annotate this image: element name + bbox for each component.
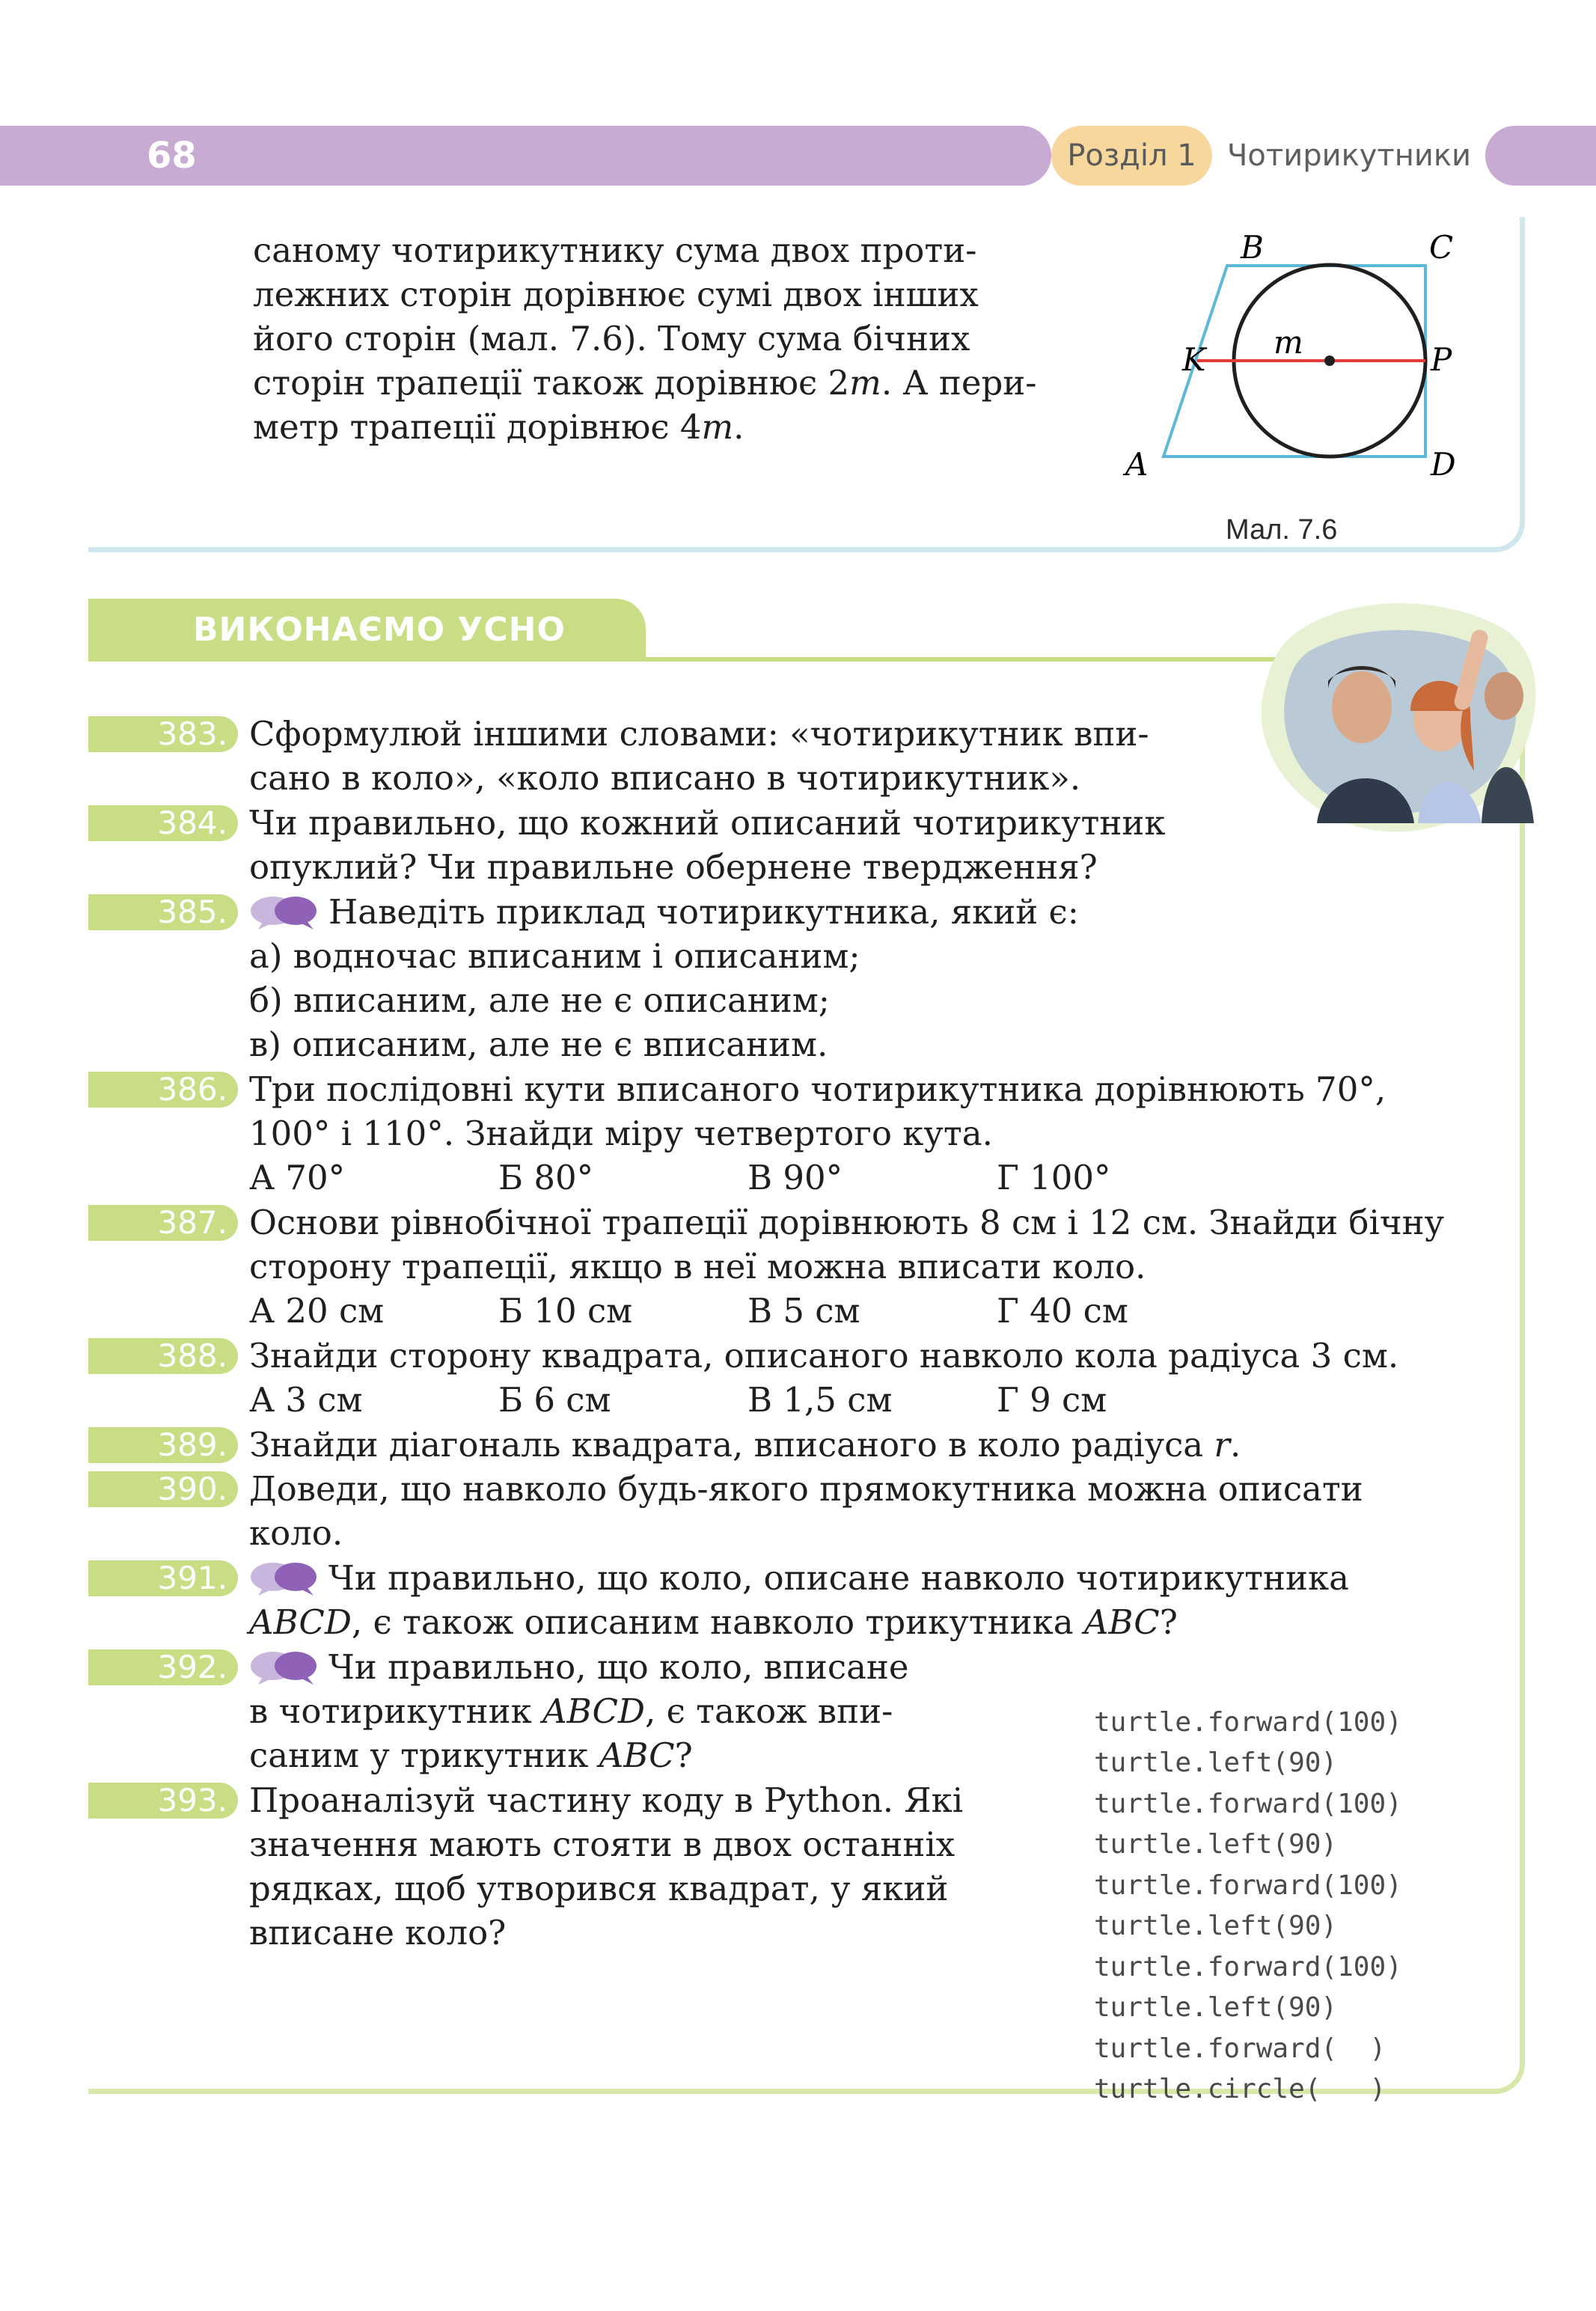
exercise-number: 386. <box>88 1072 238 1108</box>
exercise-391: Чи правильно, що коло, описане навколо чотирикутника ABCD, є також описаним навколо трикутника ABC? <box>249 1558 1349 1642</box>
exercise-388: Знайди сторону квадрата, описаного навколо кола радіуса 3 см. А 3 см Б 6 см В 1,5 см Г 9 см <box>249 1334 1469 1422</box>
student-face <box>1332 671 1392 743</box>
exercise-393: Проаналізуй частину коду в Python. Які значення мають стояти в двох останніх рядках, щоб утворився квадрат, у який вписане коло? <box>249 1780 964 1953</box>
exercise-386: Три послідовні кути вписаного чотирикутника дорівнюють 70°, 100° і 110°. Знайди міру четвертого кута. А 70° Б 80° В 90° Г 100° <box>249 1067 1469 1200</box>
chapter-title: Чотирикутники <box>1227 138 1472 173</box>
intro-line: сторін трапеції також дорівнює 2m. А пери- <box>253 363 1037 403</box>
intro-line: метр трапеції дорівнює 4m. <box>253 407 745 447</box>
answer-options <box>249 1378 1469 1422</box>
option-a: А 20 см <box>249 1291 385 1331</box>
code-line: turtle.left(90) <box>1094 1829 1338 1860</box>
exercise-number: 392. <box>88 1649 238 1685</box>
code-line: turtle.left(90) <box>1094 1911 1338 1941</box>
option-a: А 3 см <box>249 1380 363 1420</box>
exercise-383: Сформулюй іншими словами: «чотирикутник впи- сано в коло», «коло вписано в чотирикутник». <box>249 714 1149 798</box>
label-a: A <box>1125 446 1149 483</box>
option-c: В 90° <box>747 1158 843 1197</box>
option-b: Б 6 см <box>498 1380 611 1420</box>
intro-line: саному чотирикутнику сума двох проти- <box>253 231 977 270</box>
students-photo <box>1257 599 1541 838</box>
page-number: 68 <box>147 135 197 177</box>
option-c: В 1,5 см <box>747 1380 893 1420</box>
exercise-number: 391. <box>88 1560 238 1596</box>
exercise-number: 389. <box>88 1427 238 1463</box>
discussion-bubbles-icon <box>249 1650 321 1685</box>
exercise-390: Доведи, що навколо будь-якого прямокутника можна описати коло. <box>249 1469 1363 1553</box>
label-c: C <box>1429 229 1454 266</box>
option-d: Г 9 см <box>997 1380 1107 1420</box>
discussion-bubbles-icon <box>249 895 321 929</box>
exercise-384: Чи правильно, що кожний описаний чотирикутник опуклий? Чи правильне обернене твердження? <box>249 803 1166 887</box>
code-line: turtle.left(90) <box>1094 1992 1338 2023</box>
label-b: B <box>1241 229 1264 266</box>
exercise-number: 388. <box>88 1338 238 1374</box>
code-line: turtle.forward(100) <box>1094 1869 1402 1901</box>
label-d: D <box>1431 446 1456 483</box>
exercise-392: Чи правильно, що коло, вписане в чотирикутник ABCD, є також впи- саним у трикутник ABC? <box>249 1647 909 1775</box>
exercise-389: Знайди діагональ квадрата, вписаного в коло радіуса r. <box>249 1425 1241 1465</box>
exercise-number: 385. <box>88 894 238 930</box>
exercise-number: 390. <box>88 1471 238 1507</box>
intro-line: лежних сторін дорівнює сумі двох інших <box>253 275 979 314</box>
exercise-385: Наведіть приклад чотирикутника, який є: а) водночас вписаним і описаним; б) вписаним, але не є описаним; в) описаним, але не є вписаним. <box>249 892 1079 1064</box>
student-face <box>1485 672 1523 720</box>
label-p: P <box>1431 341 1452 378</box>
header-bar-right <box>1485 126 1596 186</box>
figure-caption: Мал. 7.6 <box>1226 514 1338 546</box>
center-point <box>1324 355 1335 366</box>
exercise-number: 387. <box>88 1205 238 1241</box>
code-line: turtle.left(90) <box>1094 1747 1338 1778</box>
option-b: Б 10 см <box>498 1291 633 1331</box>
answer-options <box>249 1289 1469 1333</box>
python-code-block <box>1094 1661 1402 2151</box>
exercise-number: 383. <box>88 716 238 752</box>
discussion-bubbles-icon <box>249 1561 321 1596</box>
exercise-number: 393. <box>88 1783 238 1819</box>
option-d: Г 100° <box>997 1158 1111 1197</box>
figure-trapezoid-circle <box>1115 225 1482 554</box>
option-c: В 5 см <box>747 1291 860 1331</box>
section-tab: Розділ 1 <box>1051 126 1212 186</box>
code-line: turtle.forward(100) <box>1094 1706 1402 1738</box>
intro-line: його сторін (мал. 7.6). Тому сума бічних <box>253 319 970 358</box>
code-line: turtle.circle( ) <box>1094 2074 1386 2104</box>
option-a: А 70° <box>249 1158 346 1197</box>
intro-paragraph <box>253 228 1076 449</box>
option-d: Г 40 см <box>997 1291 1128 1331</box>
code-line: turtle.forward(100) <box>1094 1788 1402 1819</box>
option-b: Б 80° <box>498 1158 594 1197</box>
exercise-number: 384. <box>88 805 238 841</box>
label-k: K <box>1182 341 1206 378</box>
label-m: m <box>1274 324 1303 361</box>
code-line: turtle.forward(100) <box>1094 1951 1402 1982</box>
code-line: turtle.forward( ) <box>1094 2033 1386 2064</box>
answer-options <box>249 1156 1469 1200</box>
exercise-387: Основи рівнобічної трапеції дорівнюють 8 см і 12 см. Знайди бічну сторону трапеції, якщо в неї можна вписати коло. А 20 см Б 10 см В 5 см Г 40 см <box>249 1200 1469 1333</box>
section-banner: ВИКОНАЄМО УСНО <box>88 599 646 662</box>
